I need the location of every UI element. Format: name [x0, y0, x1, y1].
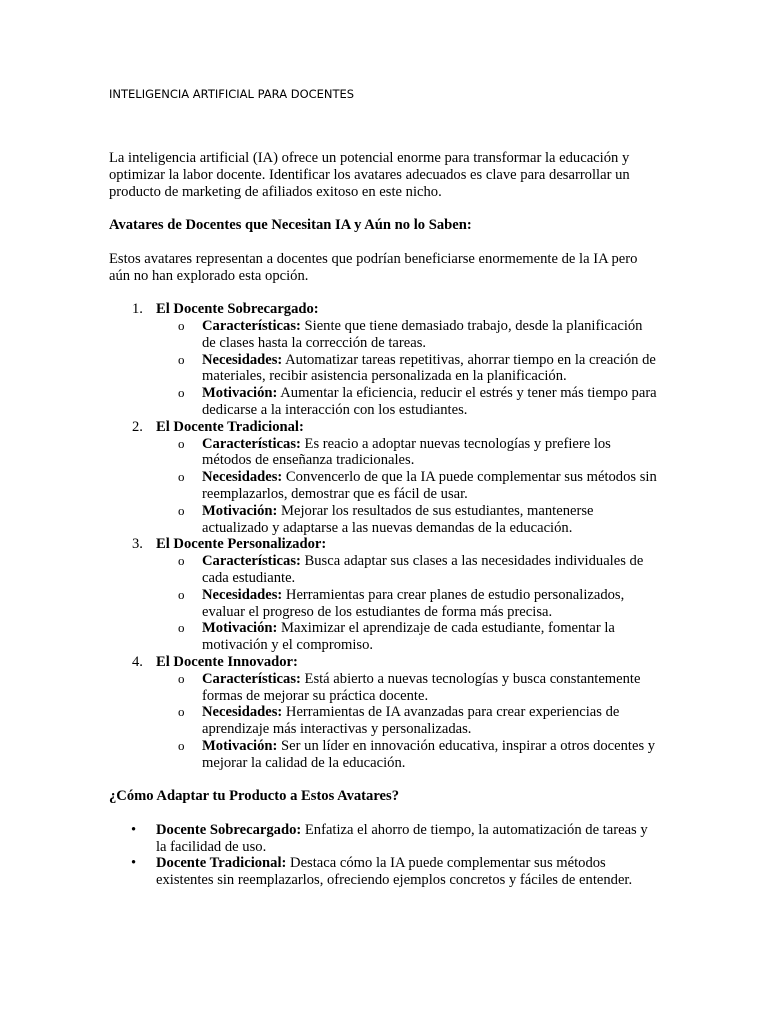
detail-label: Características:: [202, 670, 301, 687]
detail-label: Características:: [202, 317, 301, 334]
detail-text: Herramientas de IA avanzadas para crear experiencias de aprendizaje más interactivas y personalizadas.: [202, 704, 620, 738]
detail-item: [156, 704, 659, 738]
section-heading-avatars: Avatares de Docentes que Necesitan IA y Aún no lo Saben:: [109, 217, 472, 234]
tip-item: [109, 822, 659, 856]
detail-text: Automatizar tareas repetitivas, ahorrar tiempo en la creación de materiales, recibir asistencia personalizada en la planificación.: [202, 351, 656, 385]
avatar-item: [109, 536, 659, 654]
circle-bullet-icon: o: [178, 385, 185, 401]
document-title: INTELIGENCIA ARTIFICIAL PARA DOCENTES: [109, 87, 355, 101]
detail-item: [156, 385, 659, 419]
circle-bullet-icon: o: [178, 586, 185, 602]
avatars-lead-paragraph: Estos avatares representan a docentes que podrían beneficiarse enormemente de la IA pero aún no han explorado esta opción.: [109, 250, 638, 284]
circle-bullet-icon: o: [178, 502, 185, 518]
detail-item: [156, 318, 659, 352]
avatar-name: El Docente Tradicional:: [156, 418, 304, 435]
tip-text: Enfatiza el ahorro de tiempo, la automatización de tareas y la facilidad de uso.: [156, 821, 648, 855]
bullet-icon: •: [131, 855, 137, 872]
detail-label: Características:: [202, 435, 301, 452]
tip-item: [109, 855, 659, 889]
list-number: 4.: [132, 653, 143, 670]
circle-bullet-icon: o: [178, 620, 185, 636]
detail-text: Está abierto a nuevas tecnologías y busca constantemente formas de mejorar su práctica docente.: [202, 670, 641, 704]
detail-text: Ser un líder en innovación educativa, inspirar a otros docentes y mejorar la calidad de la educación.: [202, 737, 656, 771]
avatar-item: [109, 301, 659, 419]
detail-label: Necesidades:: [202, 351, 283, 368]
bullet-icon: •: [131, 821, 137, 838]
avatar-item: [109, 419, 659, 537]
circle-bullet-icon: o: [178, 435, 185, 451]
detail-text: Herramientas para crear planes de estudio personalizados, evaluar el progreso de los estudiantes de forma más precisa.: [202, 586, 625, 620]
avatar-details: [156, 671, 659, 772]
detail-label: Necesidades:: [202, 586, 283, 603]
detail-text: Es reacio a adoptar nuevas tecnologías y prefiere los métodos de enseñanza tradicionales.: [202, 435, 611, 469]
intro-paragraph: La inteligencia artificial (IA) ofrece un potencial enorme para transformar la educación y optimizar la labor docente. Identificar los avatares adecuados es clave para desarrollar un producto de marketing de afiliados exitoso en este nicho.: [109, 150, 630, 200]
detail-text: Busca adaptar sus clases a las necesidades individuales de cada estudiante.: [202, 553, 644, 586]
detail-text: Maximizar el aprendizaje de cada estudiante, fomentar la motivación y el compromiso.: [202, 620, 615, 654]
document-body: [109, 150, 659, 889]
detail-item: [156, 352, 659, 386]
detail-label: Motivación:: [202, 502, 278, 519]
section-heading-adapt: ¿Cómo Adaptar tu Producto a Estos Avatares?: [109, 788, 399, 805]
circle-bullet-icon: o: [178, 670, 185, 686]
detail-item: [156, 671, 659, 705]
list-number: 1.: [132, 301, 143, 318]
tip-label: Docente Sobrecargado:: [156, 821, 302, 838]
list-number: 2.: [132, 418, 143, 435]
avatar-name: El Docente Innovador:: [156, 653, 298, 670]
circle-bullet-icon: o: [178, 351, 185, 367]
avatar-name: El Docente Personalizador:: [156, 536, 327, 553]
avatar-list: [109, 301, 659, 771]
detail-label: Motivación:: [202, 620, 278, 637]
detail-text: Convencerlo de que la IA puede complementar sus métodos sin reemplazarlos, demostrar que es fácil de usar.: [202, 469, 657, 502]
detail-item: [156, 553, 659, 587]
circle-bullet-icon: o: [178, 704, 185, 720]
circle-bullet-icon: o: [178, 469, 185, 485]
detail-item: [156, 738, 659, 772]
detail-label: Necesidades:: [202, 704, 283, 721]
circle-bullet-icon: o: [178, 317, 185, 333]
detail-item: [156, 587, 659, 621]
detail-label: Necesidades:: [202, 469, 283, 486]
avatar-details: [156, 436, 659, 537]
detail-text: Siente que tiene demasiado trabajo, desde la planificación de clases hasta la corrección de tareas.: [202, 317, 643, 351]
detail-label: Motivación:: [202, 737, 278, 754]
avatar-name: El Docente Sobrecargado:: [156, 301, 319, 318]
detail-item: [156, 620, 659, 654]
detail-label: Características:: [202, 553, 301, 570]
tip-label: Docente Tradicional:: [156, 855, 287, 872]
detail-item: [156, 469, 659, 503]
detail-item: [156, 436, 659, 470]
detail-label: Motivación:: [202, 385, 278, 402]
adaptation-tips-list: [109, 822, 659, 889]
avatar-details: [156, 553, 659, 654]
avatar-item: [109, 654, 659, 772]
detail-text: Mejorar los resultados de sus estudiantes, mantenerse actualizado y adaptarse a las nuevas demandas de la educación.: [202, 502, 594, 536]
avatar-details: [156, 318, 659, 419]
detail-item: [156, 503, 659, 537]
detail-text: Aumentar la eficiencia, reducir el estrés y tener más tiempo para dedicarse a la interacción con los estudiantes.: [202, 385, 657, 418]
circle-bullet-icon: o: [178, 737, 185, 753]
tip-text: Destaca cómo la IA puede complementar sus métodos existentes sin reemplazarlos, ofreciendo ejemplos concretos y fáciles de entender.: [156, 855, 633, 889]
list-number: 3.: [132, 536, 143, 553]
circle-bullet-icon: o: [178, 553, 185, 569]
